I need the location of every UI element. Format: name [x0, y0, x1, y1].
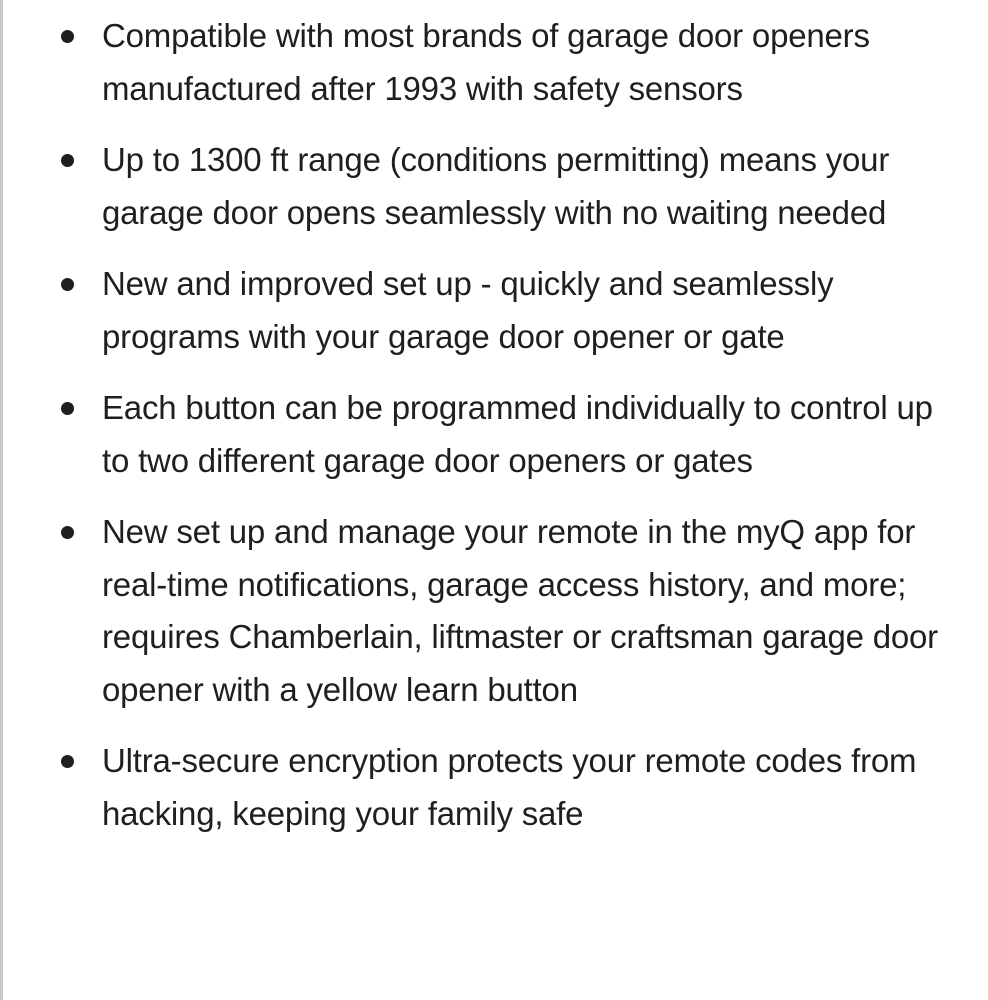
list-item — [0, 506, 988, 716]
bullet-icon — [61, 755, 74, 768]
bullet-icon — [61, 30, 74, 43]
list-item — [0, 10, 988, 115]
bullet-icon — [61, 278, 74, 291]
bullet-icon — [61, 402, 74, 415]
bullet-icon — [61, 154, 74, 167]
list-item-text: New and improved set up - quickly and seamlessly programs with your garage door opener or gate — [102, 265, 834, 355]
list-item — [0, 134, 988, 239]
list-item — [0, 735, 988, 840]
list-item-text: Ultra-secure encryption protects your remote codes from hacking, keeping your family safe — [102, 742, 917, 832]
list-item-text: Compatible with most brands of garage door openers manufactured after 1993 with safety sensors — [102, 17, 870, 107]
list-item — [0, 258, 988, 363]
feature-bullet-list — [0, 10, 988, 859]
list-item — [0, 382, 988, 487]
list-item-text: New set up and manage your remote in the myQ app for real-time notifications, garage access history, and more; requires Chamberlain, liftmaster or craftsman garage door opener with a yellow learn button — [102, 513, 938, 708]
list-item-text: Each button can be programmed individually to control up to two different garage door openers or gates — [102, 389, 933, 479]
bullet-icon — [61, 526, 74, 539]
list-item-text: Up to 1300 ft range (conditions permitting) means your garage door opens seamlessly with no waiting needed — [102, 141, 890, 231]
